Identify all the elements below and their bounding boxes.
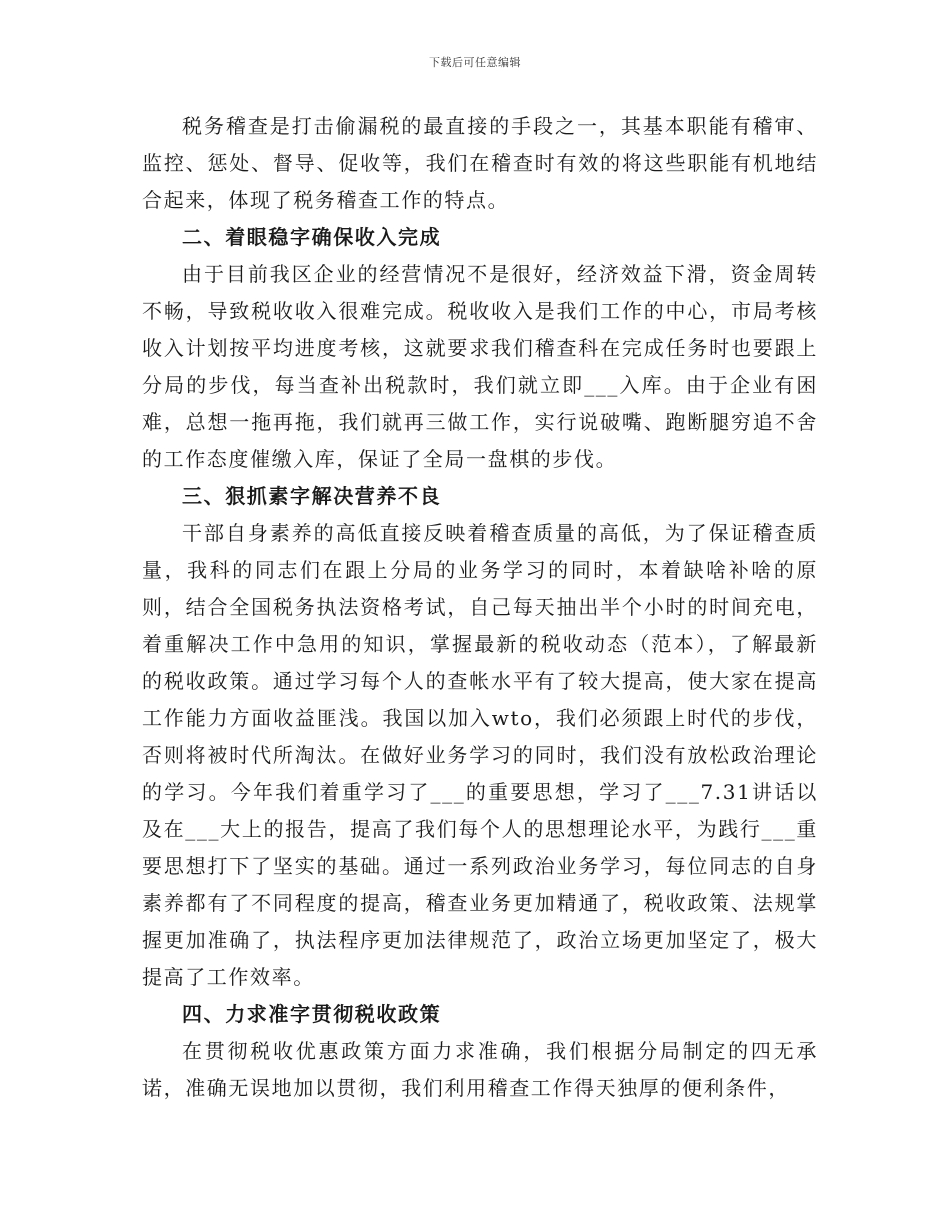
paragraph-section-4: 在贯彻税收优惠政策方面力求准确，我们根据分局制定的四无承诺，准确无误地加以贯彻，我们利用稽查工作得天独厚的便利条件， bbox=[142, 1039, 818, 1100]
paragraph-intro: 税务稽查是打击偷漏税的最直接的手段之一，其基本职能有稽审、监控、惩处、督导、促收等，我们在稽查时有效的将这些职能有机地结合起来，体现了税务稽查工作的特点。 bbox=[142, 114, 818, 212]
section-heading-4: 四、力求准字贯彻税收政策 bbox=[182, 1002, 442, 1026]
section-heading-2: 二、着眼稳字确保收入完成 bbox=[182, 225, 442, 249]
document-body bbox=[142, 108, 818, 1107]
page-header: 下载后可任意编辑 bbox=[429, 56, 521, 69]
section-heading-3: 三、狠抓素字解决营养不良 bbox=[182, 484, 442, 508]
paragraph-section-2: 由于目前我区企业的经营情况不是很好，经济效益下滑，资金周转不畅，导致税收收入很难完成。税收收入是我们工作的中心，市局考核收入计划按平均进度考核，这就要求我们稽查科在完成任务时也要跟上分局的步伐，每当查补出税款时，我们就立即___入库。由于企业有困难，总想一拖再拖，我们就再三做工作，实行说破嘴、跑断腿穷追不舍的工作态度催缴入库，保证了全局一盘棋的步伐。 bbox=[142, 262, 818, 471]
paragraph-section-3: 干部自身素养的高低直接反映着稽查质量的高低，为了保证稽查质量，我科的同志们在跟上分局的业务学习的同时，本着缺啥补啥的原则，结合全国税务执法资格考试，自己每天抽出半个小时的时间充电，着重解决工作中急用的知识，掌握最新的税收动态（范本），了解最新的税收政策。通过学习每个人的查帐水平有了较大提高，使大家在提高工作能力方面收益匪浅。我国以加入wto，我们必须跟上时代的步伐，否则将被时代所淘汰。在做好业务学习的同时，我们没有放松政治理论的学习。今年我们着重学习了___的重要思想，学习了___7.31讲话以及在___大上的报告，提高了我们每个人的思想理论水平，为践行___重要思想打下了坚实的基础。通过一系列政治业务学习，每位同志的自身素养都有了不同程度的提高，稽查业务更加精通了，税收政策、法规掌握更加准确了，执法程序更加法律规范了，政治立场更加坚定了，极大提高了工作效率。 bbox=[142, 521, 818, 989]
